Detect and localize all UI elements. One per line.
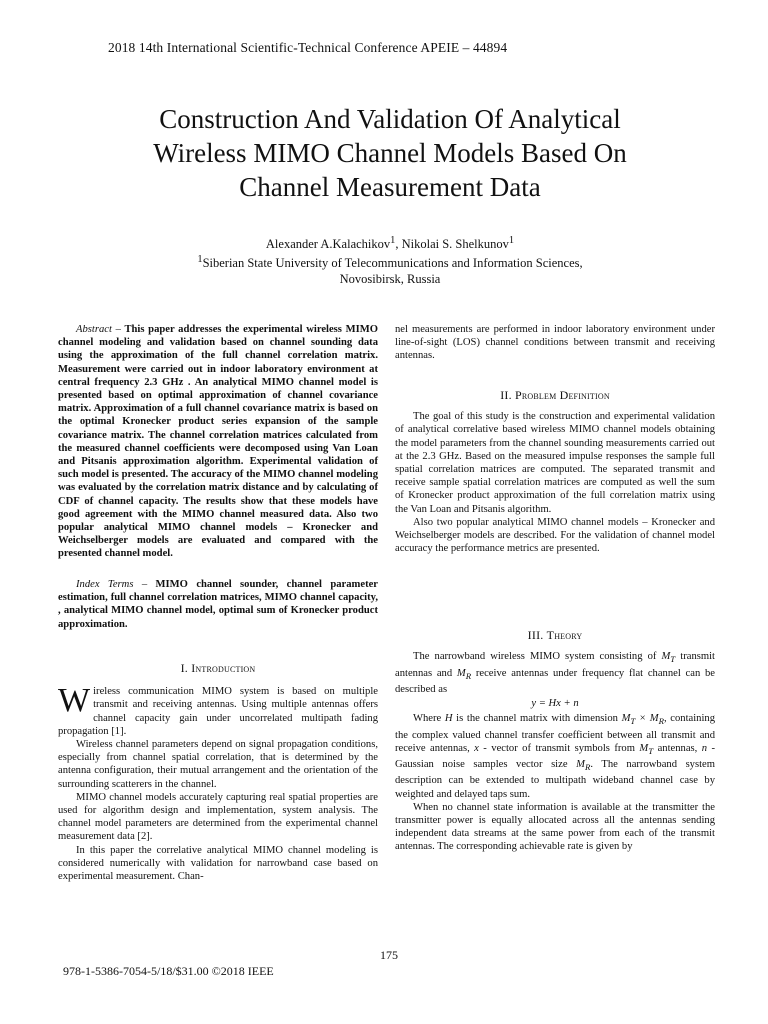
intro-heading: I. Introduction	[180, 661, 256, 675]
abstract-text: This paper addresses the experimental wireless MIMO channel modeling and validation based on channel sounding data using the approximation of the full channel correlation matrix. Measurement were carried out in indoor laboratory environment at central frequency 2.3 GHz . An analytical MIMO channel model is presented based on optimal approximation of channel covariance matrix. Approximation of a full channel covariance matrix is based on the optimal Kronecker product series expansion of the sample covariance matrix. The channel correlation matrices calculated from the measured channel coefficients were decomposed using Van Loan and Pitsanis approximation algorithm. Experimental validation of such model is presented. The accuracy of the MIMO channel modeling was evaluated by the correlation matrix distance and by calculating of CDF of channel capacity. The results show that these models have good agreement with the MIMO channel measured data. Also two popular analytical MIMO channel models – Kronecker and Weichselberger models are evaluated and compared with the presented channel model.	[58, 324, 378, 560]
title-line-1: Construction And Validation Of Analytical	[159, 104, 621, 134]
intro-paragraph-1: Wireless communication MIMO system is based on multiple transmit and receiving antennas. Using multiple antennas offers channel capacity gain under uncorrelated multipath fading propagation [1].	[58, 682, 378, 737]
problem-paragraph-1: The goal of this study is the construction and experimental validation of analytical correlative based wireless MIMO channel models obtaining the model parameters from the channel sounding measurements carried out at the 2.3 GHz. Based on the measured impulse responses the sample full spatial correlation matrices are computed. The separated transmit and receive sample spatial correlation matrices are computed as well the sum of Kronecker product approximation of the full correlation matrix using the Van Loan and Pitsanis algorithm.	[395, 411, 715, 515]
index-terms-text: MIMO channel sounder, channel parameter estimation, full channel correlation matrices, MIMO channel capacity, , analytical MIMO channel model, optimal sum of Kronecker product approximation.	[58, 579, 379, 630]
affiliation: $^1$Siberian State University of Telecommunications and Information Sciences,	[197, 254, 583, 271]
theory-paragraph-1: The narrowband wireless MIMO system consisting of $M_T$ transmit antennas and $M_R$ receive antennas under frequency flat channel can be described as	[395, 651, 715, 695]
affiliation-city: Novosibirsk, Russia	[339, 272, 441, 287]
intro-paragraph-2: Wireless channel parameters depend on signal propagation conditions, especially from channel spatial correlation, that is determined by the antenna configuration, their mutual arrangement and the orientation of the surrounding scatterers in the channel.	[58, 739, 378, 790]
equation-system-model: y = Hx + n	[531, 698, 579, 710]
right-column-continuation	[395, 323, 715, 363]
theory-heading: III. Theory	[527, 628, 583, 642]
problem-paragraph-2: Also two popular analytical MIMO channel models – Kronecker and Weichselberger models are described. For the validation of channel model accuracy the performance metrics are presented.	[395, 516, 715, 555]
index-terms	[58, 578, 378, 631]
col2-top-paragraph: nel measurements are performed in indoor laboratory environment under line-of-sight (LOS) channel conditions between transmit and receiving antennas.	[395, 324, 715, 362]
copyright-footer: 978-1-5386-7054-5/18/$31.00 ©2018 IEEE	[63, 964, 274, 978]
author-block	[60, 233, 720, 287]
dropcap-letter: W	[58, 682, 91, 720]
title-line-2: Wireless MIMO Channel Models Based On	[153, 138, 627, 168]
intro-paragraph-3: MIMO channel models accurately capturing real spatial properties are used for algorithm design and implementation, system analysis. The channel model parameters are determined from the experimental channel measurement data [2].	[58, 791, 378, 843]
problem-heading: II. Problem Definition	[500, 388, 610, 402]
theory-paragraph-3: When no channel state information is available at the transmitter the transmitter power is equally allocated across all the antennas sending independent data streams at the same power from each of the transmit antennas. The corresponding achievable rate is given by	[395, 801, 715, 853]
conference-header: 2018 14th International Scientific-Technical Conference APEIE – 44894	[108, 40, 508, 55]
intro-paragraph-4: In this paper the correlative analytical MIMO channel modeling is considered numerically with validation for narrowband case based on experimental measurement. Chan-	[58, 844, 378, 883]
index-terms-lead: Index Terms –	[76, 579, 148, 590]
section-problem-definition	[395, 389, 715, 555]
title-line-3: Channel Measurement Data	[239, 172, 541, 202]
page-number: 175	[380, 948, 398, 962]
abstract-lead: Abstract –	[76, 324, 121, 335]
section-theory	[395, 629, 715, 854]
theory-paragraph-2: Where H is the channel matrix with dimension $M_T \times M_R$, containing the complex valued channel transfer coefficient between all transmit and receive antennas, x - vector of transmit symbols from $M_T$ antennas, n - Gaussian noise samples vector size $M_R$. The narrowband system description can be extended to multipath wideband channel case by weighted and delayed taps sum.	[395, 713, 715, 800]
section-introduction	[58, 662, 378, 883]
author-names: Alexander A.Kalachikov$^1$, Nikolai S. Shelkunov$^1$	[265, 235, 515, 252]
paper-title	[60, 102, 720, 204]
abstract	[58, 323, 378, 561]
